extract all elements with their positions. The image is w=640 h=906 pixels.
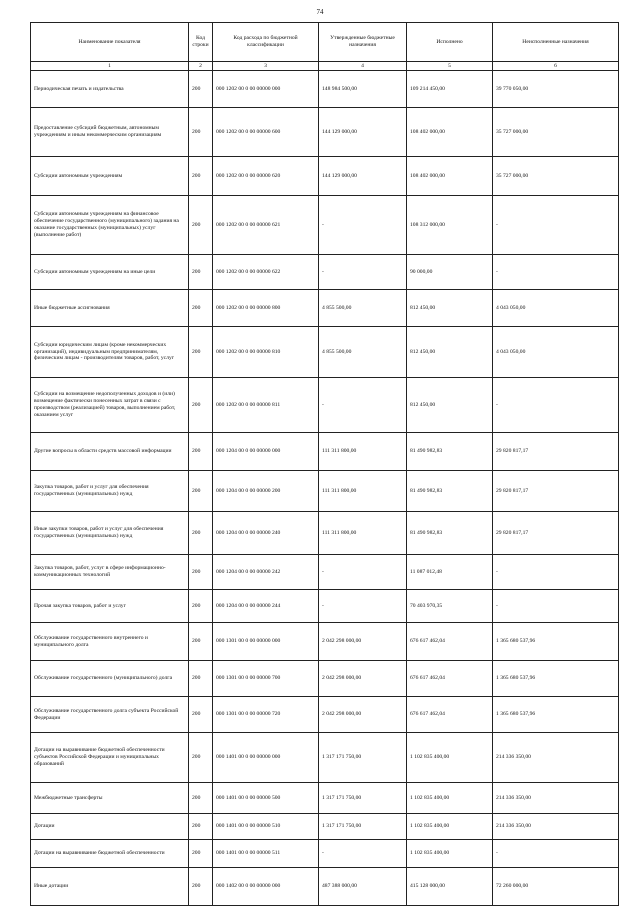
row-indicator-name: Субсидии на возмещение недополученных доходов и (или) возмещение фактически понесенных затрат в связи с производством (реализацией) товаров, выполнением работ, оказанием услуг bbox=[31, 378, 189, 433]
header-executed: Исполнено bbox=[407, 23, 493, 62]
column-number: 3 bbox=[213, 62, 319, 71]
row-approved: - bbox=[319, 555, 407, 590]
row-indicator-name: Субсидии юридическим лицам (кроме некоммерческих организаций), индивидуальным предпринимателям, физическим лицам - производителям товаров, работ, услуг bbox=[31, 327, 189, 378]
table-row bbox=[31, 108, 619, 157]
table-row bbox=[31, 255, 619, 290]
row-executed: 108 402 000,00 bbox=[407, 108, 493, 157]
row-indicator-name: Предоставление субсидий бюджетным, автономным учреждениям и иным некоммерческим организациям bbox=[31, 108, 189, 157]
row-approved: - bbox=[319, 378, 407, 433]
header-line-code: Код строки bbox=[189, 23, 213, 62]
row-expense-code: 000 1301 00 0 00 00000 000 bbox=[213, 623, 319, 661]
table-row bbox=[31, 196, 619, 255]
row-unexecuted: 35 727 000,00 bbox=[493, 108, 619, 157]
table-row bbox=[31, 590, 619, 623]
column-number: 2 bbox=[189, 62, 213, 71]
row-unexecuted: 29 820 817,17 bbox=[493, 471, 619, 512]
row-indicator-name: Обслуживание государственного долга субъекта Российской Федерации bbox=[31, 697, 189, 733]
row-expense-code: 000 1204 00 0 00 00000 242 bbox=[213, 555, 319, 590]
row-line-code: 200 bbox=[189, 512, 213, 555]
table-row bbox=[31, 378, 619, 433]
row-expense-code: 000 1301 00 0 00 00000 720 bbox=[213, 697, 319, 733]
row-approved: 144 129 000,00 bbox=[319, 108, 407, 157]
row-line-code: 200 bbox=[189, 733, 213, 783]
row-unexecuted: 35 727 000,00 bbox=[493, 157, 619, 196]
row-approved: 2 042 298 000,00 bbox=[319, 623, 407, 661]
row-expense-code: 000 1204 00 0 00 00000 000 bbox=[213, 433, 319, 471]
row-unexecuted: 1 365 680 537,96 bbox=[493, 623, 619, 661]
row-indicator-name: Иные дотации bbox=[31, 868, 189, 906]
row-indicator-name: Дотации на выравнивание бюджетной обеспеченности bbox=[31, 840, 189, 868]
row-executed: 108 312 000,00 bbox=[407, 196, 493, 255]
row-line-code: 200 bbox=[189, 157, 213, 196]
row-line-code: 200 bbox=[189, 196, 213, 255]
row-approved: 111 311 800,00 bbox=[319, 471, 407, 512]
row-unexecuted: - bbox=[493, 840, 619, 868]
row-approved: 4 855 500,00 bbox=[319, 327, 407, 378]
row-approved: - bbox=[319, 590, 407, 623]
row-indicator-name: Обслуживание государственного (муниципального) долга bbox=[31, 661, 189, 697]
row-unexecuted: 4 043 050,00 bbox=[493, 327, 619, 378]
header-indicator-name: Наименование показателя bbox=[31, 23, 189, 62]
row-line-code: 200 bbox=[189, 814, 213, 840]
row-expense-code: 000 1202 00 0 00 00000 620 bbox=[213, 157, 319, 196]
row-executed: 1 102 835 400,00 bbox=[407, 733, 493, 783]
row-executed: 90 000,00 bbox=[407, 255, 493, 290]
row-expense-code: 000 1202 00 0 00 00000 000 bbox=[213, 71, 319, 108]
row-executed: 11 087 012,48 bbox=[407, 555, 493, 590]
row-indicator-name: Субсидии автономным учреждениям на иные цели bbox=[31, 255, 189, 290]
row-approved: 1 317 171 750,00 bbox=[319, 783, 407, 814]
row-approved: 2 042 298 000,00 bbox=[319, 661, 407, 697]
row-line-code: 200 bbox=[189, 433, 213, 471]
row-line-code: 200 bbox=[189, 378, 213, 433]
row-expense-code: 000 1401 00 0 00 00000 510 bbox=[213, 814, 319, 840]
header-unexecuted: Неисполненные назначения bbox=[493, 23, 619, 62]
table-row bbox=[31, 327, 619, 378]
row-executed: 415 128 000,00 bbox=[407, 868, 493, 906]
row-executed: 812 450,00 bbox=[407, 290, 493, 327]
page-number: 74 bbox=[316, 8, 324, 16]
table-row bbox=[31, 512, 619, 555]
row-indicator-name: Субсидии автономным учреждениям bbox=[31, 157, 189, 196]
row-approved: - bbox=[319, 255, 407, 290]
row-expense-code: 000 1204 00 0 00 00000 200 bbox=[213, 471, 319, 512]
table-body bbox=[31, 71, 619, 906]
row-expense-code: 000 1202 00 0 00 00000 622 bbox=[213, 255, 319, 290]
table-row bbox=[31, 661, 619, 697]
row-unexecuted: 214 336 350,00 bbox=[493, 814, 619, 840]
row-expense-code: 000 1301 00 0 00 00000 700 bbox=[213, 661, 319, 697]
row-indicator-name: Другие вопросы в области средств массовой информации bbox=[31, 433, 189, 471]
row-executed: 108 402 000,00 bbox=[407, 157, 493, 196]
row-expense-code: 000 1401 00 0 00 00000 500 bbox=[213, 783, 319, 814]
row-expense-code: 000 1202 00 0 00 00000 811 bbox=[213, 378, 319, 433]
row-expense-code: 000 1202 00 0 00 00000 800 bbox=[213, 290, 319, 327]
row-line-code: 200 bbox=[189, 661, 213, 697]
row-approved: 4 855 500,00 bbox=[319, 290, 407, 327]
table-row bbox=[31, 555, 619, 590]
row-unexecuted: 4 043 050,00 bbox=[493, 290, 619, 327]
row-approved: - bbox=[319, 840, 407, 868]
row-line-code: 200 bbox=[189, 555, 213, 590]
row-unexecuted: 72 260 000,00 bbox=[493, 868, 619, 906]
column-number-row bbox=[31, 62, 619, 71]
row-unexecuted: 29 820 817,17 bbox=[493, 512, 619, 555]
row-expense-code: 000 1202 00 0 00 00000 621 bbox=[213, 196, 319, 255]
row-line-code: 200 bbox=[189, 697, 213, 733]
row-indicator-name: Закупка товаров, работ, услуг в сфере информационно-коммуникационных технологий bbox=[31, 555, 189, 590]
table-row bbox=[31, 814, 619, 840]
row-approved: 111 311 800,00 bbox=[319, 433, 407, 471]
row-approved: 148 984 500,00 bbox=[319, 71, 407, 108]
row-indicator-name: Обслуживание государственного внутреннего и муниципального долга bbox=[31, 623, 189, 661]
row-expense-code: 000 1202 00 0 00 00000 600 bbox=[213, 108, 319, 157]
row-line-code: 200 bbox=[189, 255, 213, 290]
row-unexecuted: 39 770 050,00 bbox=[493, 71, 619, 108]
row-executed: 812 450,00 bbox=[407, 327, 493, 378]
row-executed: 70 403 970,35 bbox=[407, 590, 493, 623]
row-unexecuted: - bbox=[493, 196, 619, 255]
table-row bbox=[31, 697, 619, 733]
row-expense-code: 000 1204 00 0 00 00000 240 bbox=[213, 512, 319, 555]
row-expense-code: 000 1204 00 0 00 00000 244 bbox=[213, 590, 319, 623]
row-unexecuted: 29 820 817,17 bbox=[493, 433, 619, 471]
table-row bbox=[31, 71, 619, 108]
row-indicator-name: Дотации bbox=[31, 814, 189, 840]
row-executed: 1 102 835 400,00 bbox=[407, 814, 493, 840]
column-number: 1 bbox=[31, 62, 189, 71]
header-expense-code: Код расхода по бюджетной классификации bbox=[213, 23, 319, 62]
table-row bbox=[31, 840, 619, 868]
column-number: 5 bbox=[407, 62, 493, 71]
row-executed: 81 490 982,83 bbox=[407, 471, 493, 512]
row-approved: 1 317 171 750,00 bbox=[319, 733, 407, 783]
column-number: 6 bbox=[493, 62, 619, 71]
table-row bbox=[31, 733, 619, 783]
row-approved: - bbox=[319, 196, 407, 255]
row-executed: 81 490 982,83 bbox=[407, 512, 493, 555]
row-unexecuted: 1 365 680 537,96 bbox=[493, 697, 619, 733]
row-expense-code: 000 1401 00 0 00 00000 511 bbox=[213, 840, 319, 868]
row-executed: 81 490 982,83 bbox=[407, 433, 493, 471]
table-row bbox=[31, 623, 619, 661]
row-approved: 111 311 800,00 bbox=[319, 512, 407, 555]
row-executed: 109 214 450,00 bbox=[407, 71, 493, 108]
table-row bbox=[31, 783, 619, 814]
row-line-code: 200 bbox=[189, 71, 213, 108]
row-unexecuted: - bbox=[493, 555, 619, 590]
row-unexecuted: - bbox=[493, 378, 619, 433]
row-executed: 676 617 462,04 bbox=[407, 661, 493, 697]
row-approved: 144 129 000,00 bbox=[319, 157, 407, 196]
row-expense-code: 000 1202 00 0 00 00000 810 bbox=[213, 327, 319, 378]
row-unexecuted: - bbox=[493, 255, 619, 290]
column-number: 4 bbox=[319, 62, 407, 71]
table-row bbox=[31, 157, 619, 196]
row-approved: 1 317 171 750,00 bbox=[319, 814, 407, 840]
table-row bbox=[31, 471, 619, 512]
row-expense-code: 000 1402 00 0 00 00000 000 bbox=[213, 868, 319, 906]
row-line-code: 200 bbox=[189, 290, 213, 327]
row-line-code: 200 bbox=[189, 868, 213, 906]
row-expense-code: 000 1401 00 0 00 00000 000 bbox=[213, 733, 319, 783]
row-executed: 676 617 462,04 bbox=[407, 697, 493, 733]
header-row bbox=[31, 23, 619, 62]
row-indicator-name: Субсидии автономным учреждениям на финансовое обеспечение государственного (муниципального) задания на оказание государственных (муниципальных) услуг (выполнение работ) bbox=[31, 196, 189, 255]
row-indicator-name: Дотации на выравнивание бюджетной обеспеченности субъектов Российской Федерации и муниципальных образований bbox=[31, 733, 189, 783]
row-indicator-name: Межбюджетные трансферты bbox=[31, 783, 189, 814]
row-line-code: 200 bbox=[189, 840, 213, 868]
row-indicator-name: Иные закупки товаров, работ и услуг для обеспечения государственных (муниципальных) нужд bbox=[31, 512, 189, 555]
row-line-code: 200 bbox=[189, 108, 213, 157]
budget-execution-table bbox=[30, 22, 619, 906]
row-line-code: 200 bbox=[189, 623, 213, 661]
row-executed: 1 102 835 400,00 bbox=[407, 840, 493, 868]
table-row bbox=[31, 433, 619, 471]
table-row bbox=[31, 290, 619, 327]
row-line-code: 200 bbox=[189, 783, 213, 814]
table-row bbox=[31, 868, 619, 906]
row-indicator-name: Прочая закупка товаров, работ и услуг bbox=[31, 590, 189, 623]
row-indicator-name: Периодическая печать и издательства bbox=[31, 71, 189, 108]
row-executed: 812 450,00 bbox=[407, 378, 493, 433]
row-line-code: 200 bbox=[189, 327, 213, 378]
row-approved: 2 042 298 000,00 bbox=[319, 697, 407, 733]
header-approved: Утвержденные бюджетные назначения bbox=[319, 23, 407, 62]
row-line-code: 200 bbox=[189, 590, 213, 623]
row-executed: 1 102 835 400,00 bbox=[407, 783, 493, 814]
row-line-code: 200 bbox=[189, 471, 213, 512]
row-unexecuted: - bbox=[493, 590, 619, 623]
row-unexecuted: 214 336 350,00 bbox=[493, 783, 619, 814]
row-executed: 676 617 462,04 bbox=[407, 623, 493, 661]
row-approved: 487 388 000,00 bbox=[319, 868, 407, 906]
row-unexecuted: 1 365 680 537,96 bbox=[493, 661, 619, 697]
row-indicator-name: Иные бюджетные ассигнования bbox=[31, 290, 189, 327]
row-unexecuted: 214 336 350,00 bbox=[493, 733, 619, 783]
row-indicator-name: Закупка товаров, работ и услуг для обеспечения государственных (муниципальных) нужд bbox=[31, 471, 189, 512]
